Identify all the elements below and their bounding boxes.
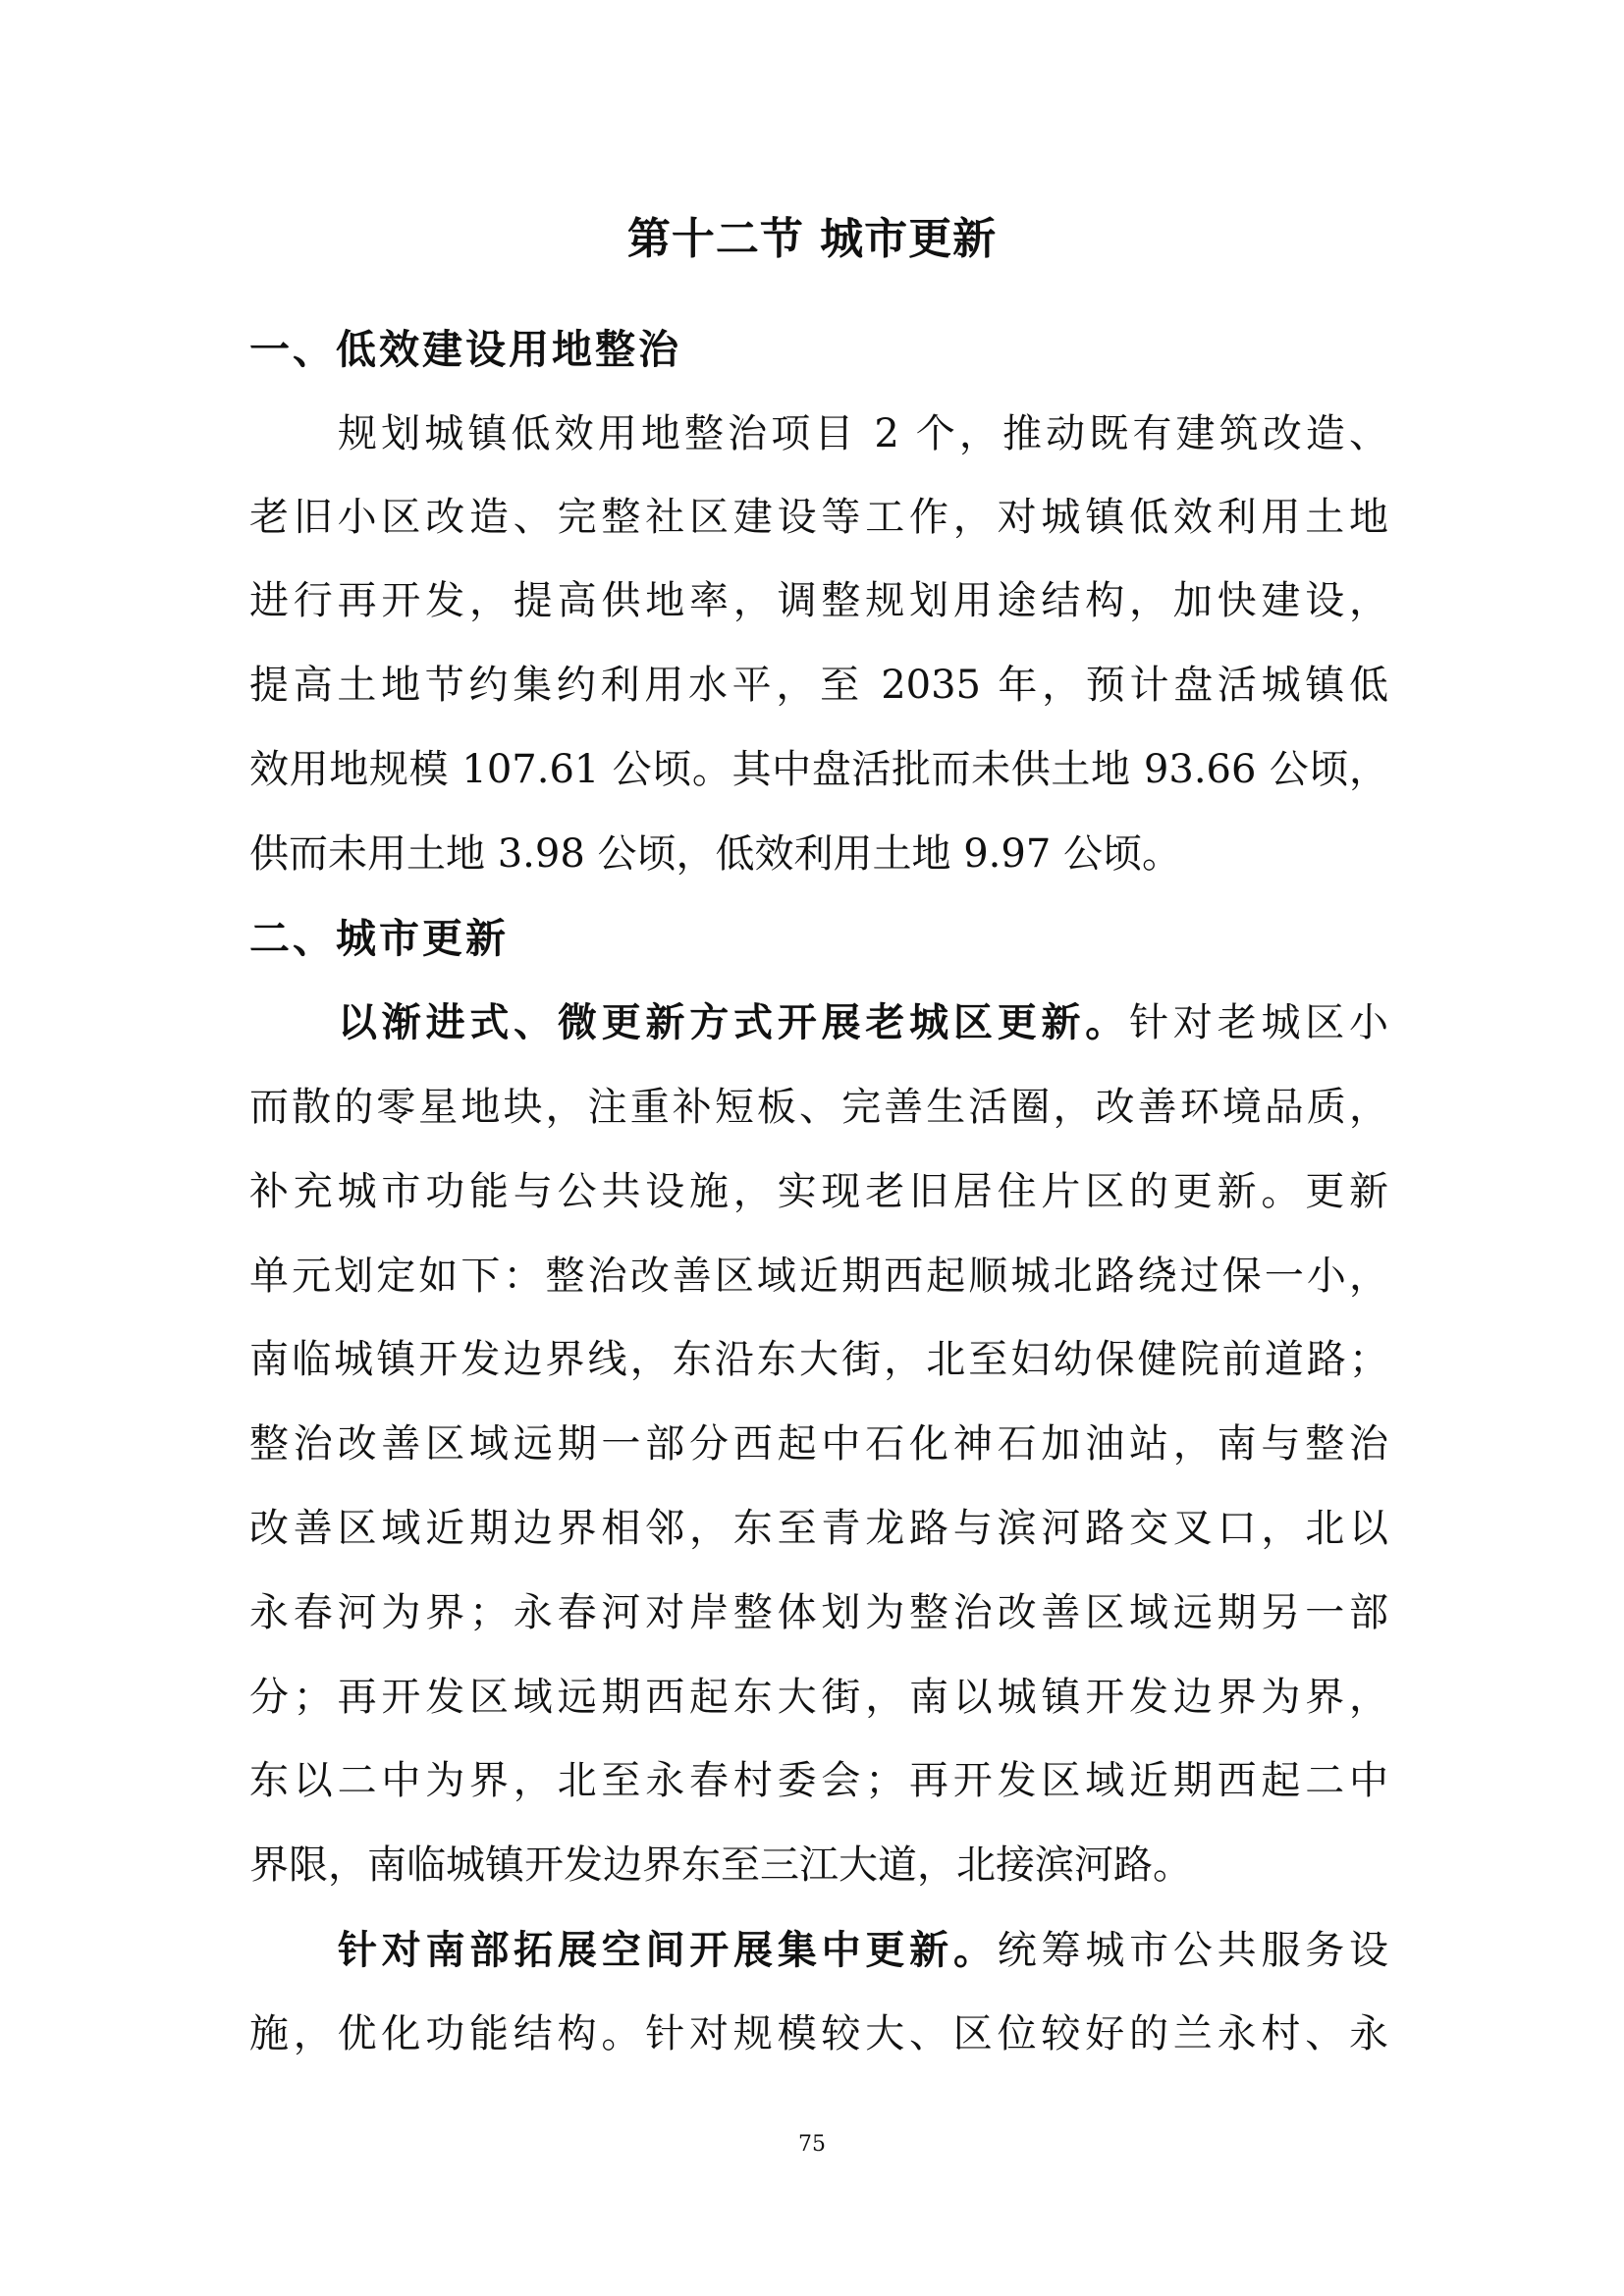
bold-lead-south-expansion: 针对南部拓展空间开展集中更新。: [338, 1928, 998, 1973]
paragraph-line: 改善区域近期边界相邻，东至青龙路与滨河路交叉口，北以: [249, 1506, 1388, 1551]
paragraph-line: 永春河为界；永春河对岸整体划为整治改善区域远期另一部: [249, 1590, 1388, 1635]
heading-low-efficiency-land: 一、低效建设用地整治: [249, 326, 681, 373]
paragraph-line: 而散的零星地块，注重补短板、完善生活圈，改善环境品质，: [249, 1085, 1388, 1130]
paragraph-line: 分；再开发区域远期西起东大街，南以城镇开发边界为界，: [249, 1675, 1388, 1720]
lead-continuation: 针对老城区小: [1129, 1000, 1389, 1045]
paragraph-line: 南临城镇开发边界线，东沿东大街，北至妇幼保健院前道路；: [249, 1337, 1388, 1382]
paragraph-line: [249, 1919, 1388, 1982]
page-number: 75: [798, 2132, 826, 2157]
paragraph-line: 单元划定如下：整治改善区域近期西起顺城北路绕过保一小，: [249, 1254, 1388, 1299]
paragraph-line: 东以二中为界，北至永春村委会；再开发区域近期西起二中: [249, 1758, 1388, 1803]
paragraph-line: 规划城镇低效用地整治项目 2 个，推动既有建筑改造、: [338, 411, 1388, 456]
paragraph-line: [249, 991, 1388, 1054]
paragraph-line: 老旧小区改造、完整社区建设等工作，对城镇低效利用土地: [249, 495, 1388, 540]
heading-urban-renewal: 二、城市更新: [249, 915, 509, 962]
section-title: 第十二节 城市更新: [626, 214, 998, 264]
paragraph-line: 供而未用土地 3.98 公顷，低效利用土地 9.97 公顷。: [249, 831, 1181, 877]
paragraph-line: 提高土地节约集约利用水平，至 2035 年，预计盘活城镇低: [249, 663, 1388, 708]
paragraph-line: 整治改善区域远期一部分西起中石化神石加油站，南与整治: [249, 1421, 1388, 1467]
bold-lead-old-town: 以渐进式、微更新方式开展老城区更新。: [338, 1000, 1130, 1045]
paragraph-line: 效用地规模 107.61 公顷。其中盘活批而未供土地 93.66 公顷，: [249, 747, 1388, 792]
paragraph-line: 施，优化功能结构。针对规模较大、区位较好的兰永村、永: [249, 2011, 1388, 2056]
paragraph-line: 进行再开发，提高供地率，调整规划用途结构，加快建设，: [249, 578, 1388, 623]
paragraph-line: 补充城市功能与公共设施，实现老旧居住片区的更新。更新: [249, 1169, 1388, 1214]
paragraph-line: 界限，南临城镇开发边界东至三江大道，北接滨河路。: [249, 1842, 1192, 1888]
lead-continuation: 统筹城市公共服务设: [997, 1928, 1389, 1973]
